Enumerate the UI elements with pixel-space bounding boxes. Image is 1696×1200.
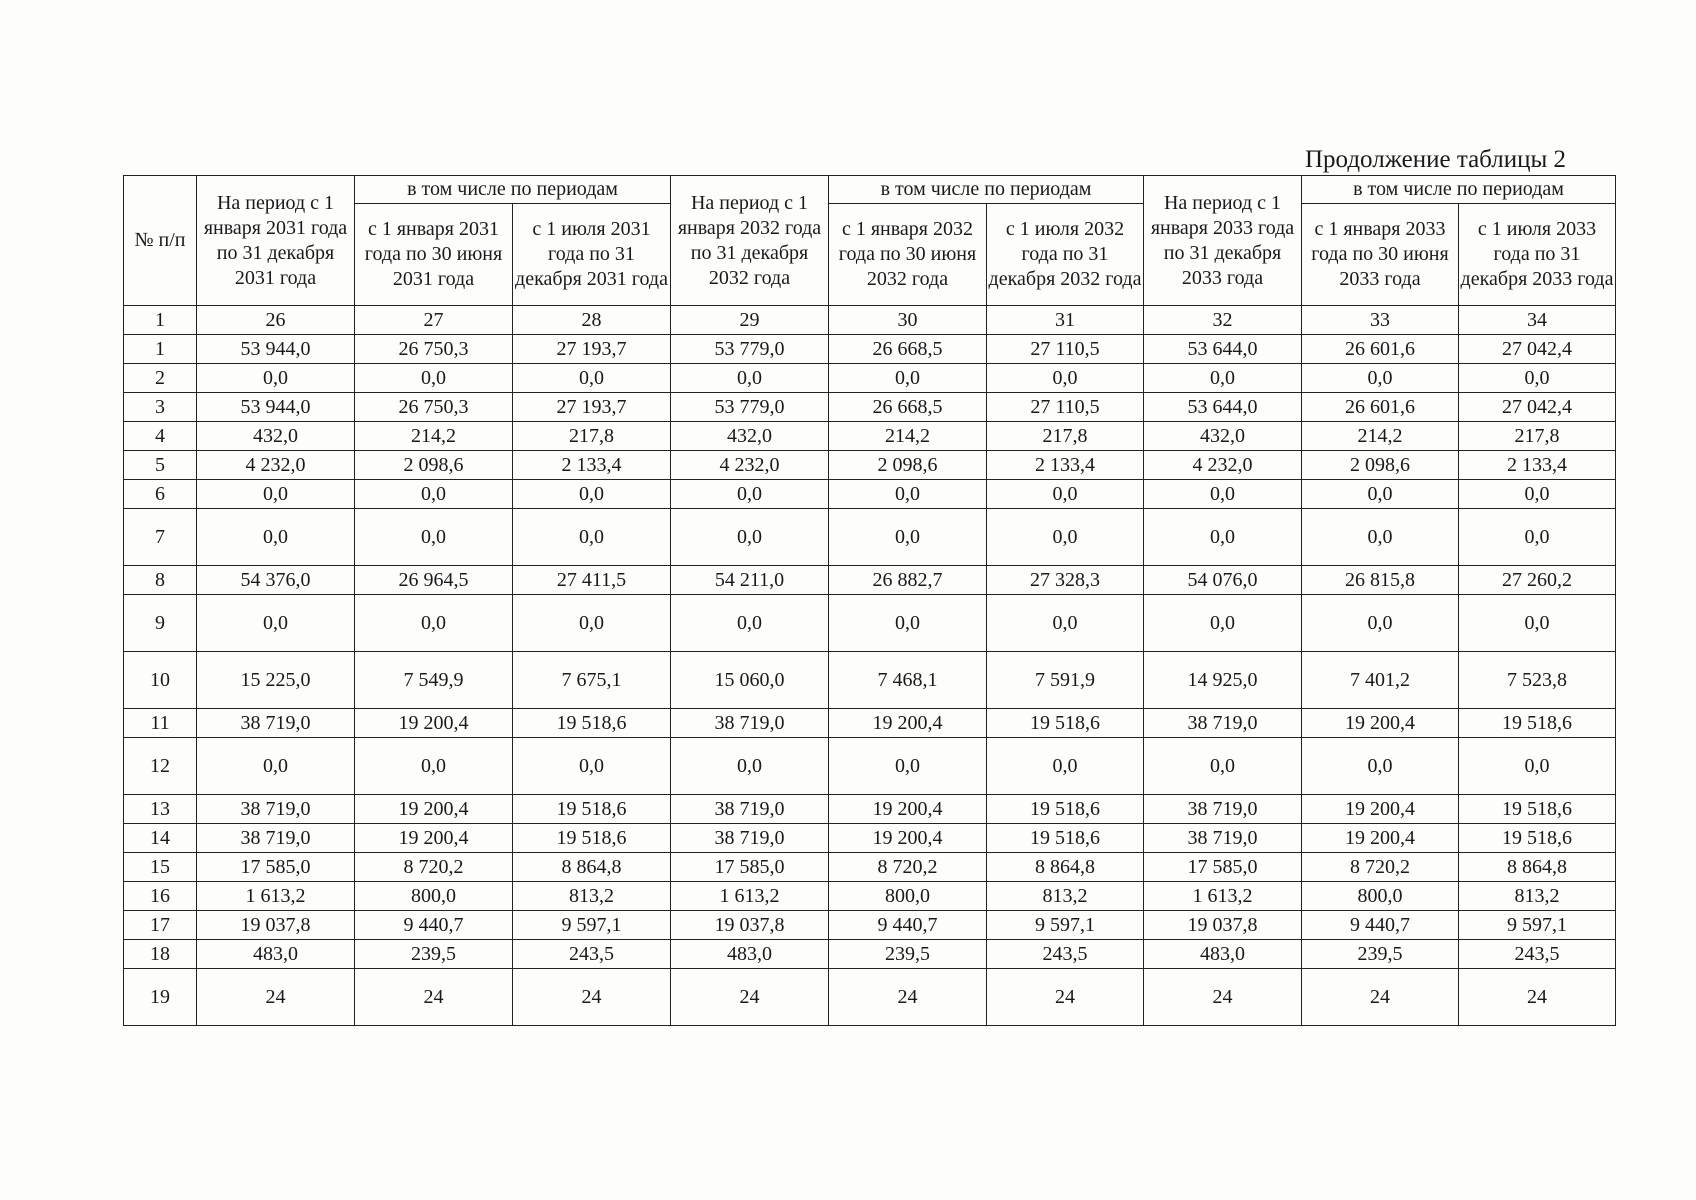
value-cell: 0,0 — [1144, 364, 1302, 393]
value-cell: 4 232,0 — [671, 451, 829, 480]
table-body — [124, 335, 1616, 1026]
value-cell: 239,5 — [1302, 940, 1459, 969]
column-number: 32 — [1144, 306, 1302, 335]
value-cell: 24 — [1302, 969, 1459, 1026]
row-number-cell: 11 — [124, 709, 197, 738]
value-cell: 1 613,2 — [197, 882, 355, 911]
header-num: № п/п — [124, 176, 197, 306]
value-cell: 26 815,8 — [1302, 566, 1459, 595]
value-cell: 813,2 — [1459, 882, 1616, 911]
value-cell: 38 719,0 — [671, 824, 829, 853]
value-cell: 38 719,0 — [1144, 709, 1302, 738]
value-cell: 19 518,6 — [513, 709, 671, 738]
value-cell: 8 864,8 — [987, 853, 1144, 882]
row-number-cell: 8 — [124, 566, 197, 595]
column-number: 31 — [987, 306, 1144, 335]
value-cell: 2 098,6 — [355, 451, 513, 480]
value-cell: 0,0 — [1144, 738, 1302, 795]
value-cell: 2 133,4 — [513, 451, 671, 480]
row-number-cell: 15 — [124, 853, 197, 882]
value-cell: 0,0 — [355, 364, 513, 393]
value-cell: 38 719,0 — [671, 795, 829, 824]
row-number-cell: 10 — [124, 652, 197, 709]
value-cell: 19 518,6 — [1459, 824, 1616, 853]
value-cell: 0,0 — [513, 480, 671, 509]
value-cell: 214,2 — [1302, 422, 1459, 451]
value-cell: 17 585,0 — [197, 853, 355, 882]
value-cell: 243,5 — [987, 940, 1144, 969]
value-cell: 0,0 — [355, 738, 513, 795]
value-cell: 800,0 — [355, 882, 513, 911]
value-cell: 0,0 — [197, 595, 355, 652]
value-cell: 239,5 — [355, 940, 513, 969]
row-number-cell: 13 — [124, 795, 197, 824]
value-cell: 0,0 — [197, 509, 355, 566]
header-half1-2033: с 1 января 2033 года по 30 июня 2033 года — [1302, 204, 1459, 306]
value-cell: 19 200,4 — [829, 824, 987, 853]
value-cell: 19 518,6 — [1459, 795, 1616, 824]
value-cell: 53 944,0 — [197, 393, 355, 422]
value-cell: 214,2 — [355, 422, 513, 451]
row-number-cell: 3 — [124, 393, 197, 422]
header-half2-2031: с 1 июля 2031 года по 31 декабря 2031 года — [513, 204, 671, 306]
value-cell: 27 411,5 — [513, 566, 671, 595]
value-cell: 8 864,8 — [1459, 853, 1616, 882]
table-row — [124, 911, 1616, 940]
value-cell: 14 925,0 — [1144, 652, 1302, 709]
value-cell: 9 597,1 — [513, 911, 671, 940]
value-cell: 0,0 — [987, 509, 1144, 566]
column-number-row — [124, 306, 1616, 335]
value-cell: 2 133,4 — [1459, 451, 1616, 480]
row-number-cell: 2 — [124, 364, 197, 393]
table-row — [124, 451, 1616, 480]
value-cell: 8 720,2 — [1302, 853, 1459, 882]
table-row — [124, 422, 1616, 451]
value-cell: 27 042,4 — [1459, 335, 1616, 364]
value-cell: 27 110,5 — [987, 393, 1144, 422]
value-cell: 0,0 — [829, 738, 987, 795]
table-row — [124, 480, 1616, 509]
value-cell: 17 585,0 — [671, 853, 829, 882]
value-cell: 19 200,4 — [1302, 824, 1459, 853]
header-subperiods-2031: в том числе по периодам — [355, 176, 671, 204]
value-cell: 54 376,0 — [197, 566, 355, 595]
value-cell: 0,0 — [1459, 364, 1616, 393]
table-row — [124, 393, 1616, 422]
table-row — [124, 738, 1616, 795]
value-cell: 24 — [987, 969, 1144, 1026]
value-cell: 2 098,6 — [1302, 451, 1459, 480]
value-cell: 0,0 — [513, 509, 671, 566]
column-number: 30 — [829, 306, 987, 335]
value-cell: 0,0 — [1459, 480, 1616, 509]
table-row — [124, 940, 1616, 969]
value-cell: 38 719,0 — [197, 709, 355, 738]
value-cell: 0,0 — [987, 738, 1144, 795]
value-cell: 24 — [829, 969, 987, 1026]
value-cell: 813,2 — [513, 882, 671, 911]
value-cell: 19 518,6 — [513, 795, 671, 824]
header-total-2033: На период с 1 января 2033 года по 31 декабря 2033 года — [1144, 176, 1302, 306]
value-cell: 0,0 — [671, 480, 829, 509]
value-cell: 483,0 — [671, 940, 829, 969]
value-cell: 9 440,7 — [829, 911, 987, 940]
row-number-cell: 1 — [124, 335, 197, 364]
value-cell: 483,0 — [197, 940, 355, 969]
row-number-cell: 14 — [124, 824, 197, 853]
value-cell: 53 944,0 — [197, 335, 355, 364]
value-cell: 53 779,0 — [671, 393, 829, 422]
value-cell: 19 518,6 — [987, 824, 1144, 853]
value-cell: 38 719,0 — [1144, 795, 1302, 824]
value-cell: 24 — [197, 969, 355, 1026]
value-cell: 24 — [1144, 969, 1302, 1026]
row-number-cell: 9 — [124, 595, 197, 652]
value-cell: 26 601,6 — [1302, 393, 1459, 422]
row-number-cell: 16 — [124, 882, 197, 911]
value-cell: 27 193,7 — [513, 335, 671, 364]
value-cell: 4 232,0 — [197, 451, 355, 480]
value-cell: 0,0 — [987, 364, 1144, 393]
value-cell: 26 668,5 — [829, 393, 987, 422]
value-cell: 27 110,5 — [987, 335, 1144, 364]
value-cell: 54 076,0 — [1144, 566, 1302, 595]
value-cell: 0,0 — [829, 364, 987, 393]
table-row — [124, 595, 1616, 652]
value-cell: 17 585,0 — [1144, 853, 1302, 882]
value-cell: 0,0 — [197, 738, 355, 795]
column-number: 26 — [197, 306, 355, 335]
value-cell: 0,0 — [1144, 509, 1302, 566]
table-row — [124, 709, 1616, 738]
table-row — [124, 652, 1616, 709]
value-cell: 27 260,2 — [1459, 566, 1616, 595]
value-cell: 0,0 — [1459, 738, 1616, 795]
header-half1-2031: с 1 января 2031 года по 30 июня 2031 года — [355, 204, 513, 306]
row-number-cell: 5 — [124, 451, 197, 480]
value-cell: 9 440,7 — [355, 911, 513, 940]
table-row — [124, 509, 1616, 566]
value-cell: 0,0 — [355, 509, 513, 566]
value-cell: 0,0 — [1144, 480, 1302, 509]
value-cell: 217,8 — [1459, 422, 1616, 451]
value-cell: 432,0 — [1144, 422, 1302, 451]
table-row — [124, 566, 1616, 595]
table-row — [124, 795, 1616, 824]
value-cell: 15 225,0 — [197, 652, 355, 709]
value-cell: 26 750,3 — [355, 393, 513, 422]
value-cell: 24 — [513, 969, 671, 1026]
value-cell: 15 060,0 — [671, 652, 829, 709]
column-number: 28 — [513, 306, 671, 335]
value-cell: 1 613,2 — [1144, 882, 1302, 911]
value-cell: 0,0 — [671, 364, 829, 393]
row-number-cell: 12 — [124, 738, 197, 795]
value-cell: 53 779,0 — [671, 335, 829, 364]
value-cell: 7 401,2 — [1302, 652, 1459, 709]
value-cell: 0,0 — [1459, 509, 1616, 566]
value-cell: 813,2 — [987, 882, 1144, 911]
value-cell: 0,0 — [197, 364, 355, 393]
value-cell: 0,0 — [829, 595, 987, 652]
value-cell: 19 200,4 — [829, 709, 987, 738]
value-cell: 217,8 — [513, 422, 671, 451]
value-cell: 7 675,1 — [513, 652, 671, 709]
table-row — [124, 824, 1616, 853]
value-cell: 19 037,8 — [197, 911, 355, 940]
value-cell: 432,0 — [671, 422, 829, 451]
value-cell: 0,0 — [1302, 738, 1459, 795]
header-half2-2033: с 1 июля 2033 года по 31 декабря 2033 года — [1459, 204, 1616, 306]
value-cell: 0,0 — [671, 595, 829, 652]
header-total-2032: На период с 1 января 2032 года по 31 декабря 2032 года — [671, 176, 829, 306]
value-cell: 243,5 — [1459, 940, 1616, 969]
row-number-cell: 17 — [124, 911, 197, 940]
value-cell: 7 591,9 — [987, 652, 1144, 709]
data-table — [123, 175, 1616, 1026]
header-total-2031: На период с 1 января 2031 года по 31 декабря 2031 года — [197, 176, 355, 306]
column-number: 34 — [1459, 306, 1616, 335]
value-cell: 0,0 — [1459, 595, 1616, 652]
value-cell: 800,0 — [829, 882, 987, 911]
value-cell: 9 440,7 — [1302, 911, 1459, 940]
value-cell: 26 882,7 — [829, 566, 987, 595]
value-cell: 26 601,6 — [1302, 335, 1459, 364]
value-cell: 19 037,8 — [1144, 911, 1302, 940]
value-cell: 8 720,2 — [355, 853, 513, 882]
value-cell: 432,0 — [197, 422, 355, 451]
value-cell: 19 037,8 — [671, 911, 829, 940]
value-cell: 0,0 — [671, 738, 829, 795]
row-number-cell: 18 — [124, 940, 197, 969]
value-cell: 0,0 — [1302, 480, 1459, 509]
table-caption: Продолжение таблицы 2 — [1305, 146, 1567, 173]
value-cell: 9 597,1 — [987, 911, 1144, 940]
value-cell: 0,0 — [355, 595, 513, 652]
column-number: 33 — [1302, 306, 1459, 335]
value-cell: 0,0 — [355, 480, 513, 509]
row-number-cell: 19 — [124, 969, 197, 1026]
value-cell: 8 864,8 — [513, 853, 671, 882]
value-cell: 19 518,6 — [987, 795, 1144, 824]
header-half1-2032: с 1 января 2032 года по 30 июня 2032 года — [829, 204, 987, 306]
value-cell: 483,0 — [1144, 940, 1302, 969]
value-cell: 19 200,4 — [1302, 795, 1459, 824]
header-half2-2032: с 1 июля 2032 года по 31 декабря 2032 года — [987, 204, 1144, 306]
value-cell: 0,0 — [829, 480, 987, 509]
value-cell: 0,0 — [197, 480, 355, 509]
value-cell: 0,0 — [671, 509, 829, 566]
value-cell: 0,0 — [1302, 509, 1459, 566]
header-subperiods-2032: в том числе по периодам — [829, 176, 1144, 204]
value-cell: 26 668,5 — [829, 335, 987, 364]
value-cell: 0,0 — [513, 364, 671, 393]
value-cell: 19 200,4 — [355, 795, 513, 824]
table-row — [124, 853, 1616, 882]
value-cell: 7 549,9 — [355, 652, 513, 709]
value-cell: 2 098,6 — [829, 451, 987, 480]
value-cell: 0,0 — [513, 738, 671, 795]
value-cell: 19 518,6 — [1459, 709, 1616, 738]
column-number: 1 — [124, 306, 197, 335]
value-cell: 19 518,6 — [987, 709, 1144, 738]
row-number-cell: 7 — [124, 509, 197, 566]
value-cell: 2 133,4 — [987, 451, 1144, 480]
row-number-cell: 6 — [124, 480, 197, 509]
value-cell: 0,0 — [987, 480, 1144, 509]
value-cell: 27 193,7 — [513, 393, 671, 422]
value-cell: 24 — [355, 969, 513, 1026]
value-cell: 24 — [671, 969, 829, 1026]
value-cell: 8 720,2 — [829, 853, 987, 882]
value-cell: 217,8 — [987, 422, 1144, 451]
header-subperiods-2033: в том числе по периодам — [1302, 176, 1616, 204]
value-cell: 19 200,4 — [829, 795, 987, 824]
table-row — [124, 335, 1616, 364]
value-cell: 26 964,5 — [355, 566, 513, 595]
value-cell: 38 719,0 — [197, 824, 355, 853]
value-cell: 0,0 — [1302, 595, 1459, 652]
value-cell: 19 200,4 — [1302, 709, 1459, 738]
value-cell: 214,2 — [829, 422, 987, 451]
value-cell: 800,0 — [1302, 882, 1459, 911]
value-cell: 19 200,4 — [355, 709, 513, 738]
table-header — [124, 176, 1616, 335]
value-cell: 24 — [1459, 969, 1616, 1026]
value-cell: 38 719,0 — [671, 709, 829, 738]
value-cell: 7 523,8 — [1459, 652, 1616, 709]
value-cell: 243,5 — [513, 940, 671, 969]
value-cell: 38 719,0 — [197, 795, 355, 824]
column-number: 27 — [355, 306, 513, 335]
value-cell: 7 468,1 — [829, 652, 987, 709]
value-cell: 9 597,1 — [1459, 911, 1616, 940]
value-cell: 1 613,2 — [671, 882, 829, 911]
value-cell: 38 719,0 — [1144, 824, 1302, 853]
value-cell: 27 328,3 — [987, 566, 1144, 595]
value-cell: 0,0 — [513, 595, 671, 652]
table-row — [124, 364, 1616, 393]
value-cell: 53 644,0 — [1144, 393, 1302, 422]
value-cell: 53 644,0 — [1144, 335, 1302, 364]
value-cell: 27 042,4 — [1459, 393, 1616, 422]
value-cell: 0,0 — [1144, 595, 1302, 652]
table-row — [124, 969, 1616, 1026]
value-cell: 26 750,3 — [355, 335, 513, 364]
value-cell: 19 518,6 — [513, 824, 671, 853]
row-number-cell: 4 — [124, 422, 197, 451]
value-cell: 19 200,4 — [355, 824, 513, 853]
value-cell: 0,0 — [829, 509, 987, 566]
value-cell: 239,5 — [829, 940, 987, 969]
value-cell: 54 211,0 — [671, 566, 829, 595]
value-cell: 4 232,0 — [1144, 451, 1302, 480]
value-cell: 0,0 — [987, 595, 1144, 652]
column-number: 29 — [671, 306, 829, 335]
value-cell: 0,0 — [1302, 364, 1459, 393]
table-row — [124, 882, 1616, 911]
